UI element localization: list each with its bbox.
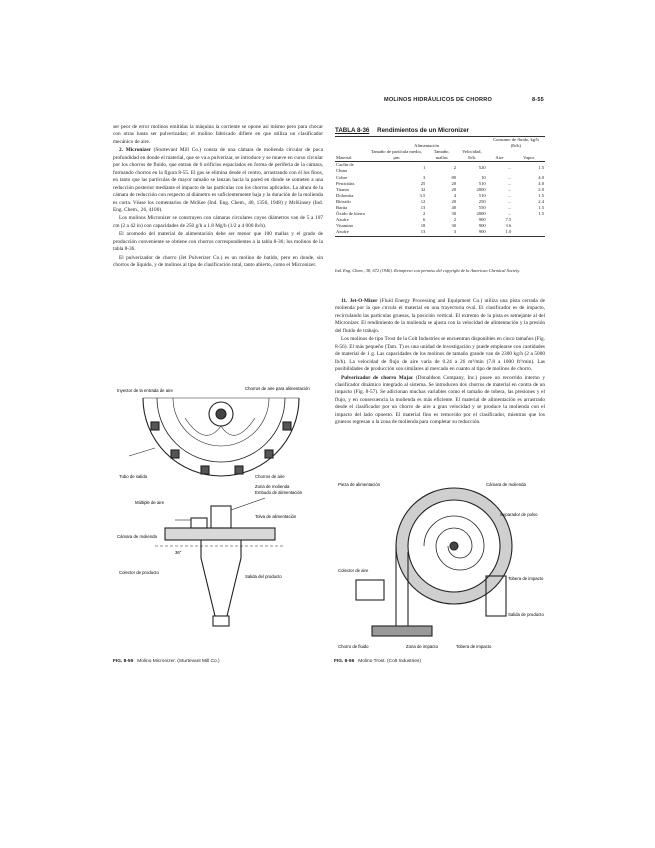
column-header: Tamaño de partícula medio, µm xyxy=(367,149,427,162)
label-feed-inlet: Inyector de la entrada de aire xyxy=(117,388,173,393)
table-cell: 3 xyxy=(423,174,426,180)
table-cell: Pesticidas xyxy=(336,180,355,186)
right-column xyxy=(335,298,545,428)
column-header: Material xyxy=(335,149,367,162)
label-jets: Chorros de aire xyxy=(255,474,285,479)
column-header: Tamaño, mallas xyxy=(426,149,457,162)
label-chamber: Cámara de molienda xyxy=(117,534,157,539)
table-cell: 2 xyxy=(453,165,457,171)
table-cell: 2000 xyxy=(476,211,486,217)
table-cell: 900 xyxy=(478,217,486,223)
table-cell: ... xyxy=(507,186,512,192)
figure-trost xyxy=(336,476,546,656)
table-cell: Óxido de hierro xyxy=(336,211,366,217)
table-cell: 1.5 xyxy=(538,192,544,198)
label-impact: Zona de impacto xyxy=(406,644,439,649)
paragraph: El pulverizador de chorro (Jet Pulverizer Co.) es un molino de batido, pero en donde, sin chorros de líquido, y de molinos al tipo de clasificación total, tanto abierto, como el Micronizer. xyxy=(113,254,323,269)
table-cell: 20 xyxy=(451,180,457,186)
running-header xyxy=(384,97,544,103)
table-cell: 4.0 xyxy=(538,174,544,180)
table-cell: 3.6 xyxy=(505,223,512,229)
table-cell: Vitamina xyxy=(336,223,353,229)
left-column xyxy=(113,124,323,271)
table-cell: Barita xyxy=(336,205,348,211)
table-cell: ... xyxy=(507,198,512,204)
table-cell: 3.5 xyxy=(419,192,426,198)
table-cell: 30 xyxy=(451,211,457,217)
table-cell: 4.0 xyxy=(538,180,544,186)
table-cell: 1.5 xyxy=(538,205,544,211)
table-cell: 1.0 xyxy=(505,229,512,235)
label-grinding-zone: Zona de molienda xyxy=(255,484,290,489)
label-collector: Colector de producto xyxy=(119,570,159,575)
label-nozzle: Tobera de impacto xyxy=(508,576,544,581)
table-cell: 2.0 xyxy=(538,186,544,192)
column-header: Aire xyxy=(487,149,513,162)
table-cell: ... xyxy=(507,205,512,211)
header-title: MOLINOS HIDRÁULICOS DE CHORRO xyxy=(384,97,493,103)
table-cell: 80 xyxy=(451,174,457,180)
data-table xyxy=(335,136,545,237)
table-cell: 900 xyxy=(478,229,486,235)
table-cell: 40 xyxy=(451,205,457,211)
paragraph: 2. Micronizer (Sturtevant Mill Co.) consta de una cámara de molienda circular de poca profundidad en donde el material, que se va a pulverizar, se introduce y se mueve en curso circular por los chorros de fluido, que entran de 6 orificios espaciados en forma de periferia de la cámara, formando chorros en la figura 8-55. El gas se elimina desde el centro, arrastrando con él los finos, en tanto que las partículas de mayor tamaño se lanzan hacia la pared en donde se someten a una reducción posterior mediante el impacto de las partículas con los chorros aplicados. La altura de la cámara de reducción con respecto al diámetro es suficientemente baja y la duración de la molienda es corta. Véase los comentarios de McKee (Ind. Eng. Chem., 40, 1356, 1948) y McKinsey (Ind. Eng. Chem., 26, 4100). xyxy=(113,147,323,213)
label-classifier: Separador de polvo xyxy=(500,512,538,517)
label-jet: Chorro de fluido xyxy=(338,644,369,649)
column-header: Velocidad, lb/h xyxy=(457,149,487,162)
table-cell: 13 xyxy=(420,205,426,211)
table-cell: 1.5 xyxy=(538,165,544,171)
paragraph: ser peor de error molinos emitidas la máquina la corriente se opone así mismo pero para chocar con otras hasta ser pulverizadas; el molino fabricado difiere en que utiliza un clasificador mecánico de aire. xyxy=(113,124,323,145)
table-cell: 12 xyxy=(420,198,426,204)
table-cell: ... xyxy=(507,180,512,186)
table-title: TABLA 8-36 Rendimientos de un Micronizer xyxy=(335,127,469,134)
table-cell: 4 xyxy=(453,192,457,198)
table-cell: Azufre xyxy=(336,217,349,223)
table-cell: 550 xyxy=(478,205,486,211)
page-number: 8-55 xyxy=(532,97,544,103)
table-cell: 520 xyxy=(478,165,486,171)
paragraph: 11. Jet-O-Mizer (Fluid Energy Processing and Equipment Co.) utiliza una pista cerrada de molienda por la que circula el material en una trayectoria oval. El clasificador es de impacto, recirculando las partículas gruesas, la posición vertical. El extremo de la pista es semejante al del Micronizer. El rendimiento de la molienda se ajusta con la velocidad de alimentación y la presión del fluido de trabajo. xyxy=(335,298,545,334)
table-cell xyxy=(512,229,545,235)
table-cell: ... xyxy=(507,211,512,217)
table-cell: 2 xyxy=(423,211,426,217)
label-feed-hopper: Tolva de alimentación xyxy=(255,514,297,519)
column-header: Vapor xyxy=(512,149,545,162)
table-cell: 2 xyxy=(453,217,457,223)
label-outlet-product: Salida del producto xyxy=(245,574,282,579)
table-row xyxy=(335,162,545,175)
group-header: Consumo de fluido, kg/h (lb/h) xyxy=(492,137,539,149)
table-cell: 510 xyxy=(478,192,486,198)
label-injection: Chorros de aire para alimentación xyxy=(245,386,310,391)
table-cell: Caolín de China xyxy=(336,162,354,174)
figure-caption-56: FIG. 8-56 Molino Trost. (Colt Industries) xyxy=(334,659,421,664)
table-cell: Bióxido xyxy=(336,198,351,204)
label-feed: Pieza de alimentación xyxy=(338,482,381,487)
table-row xyxy=(335,229,545,235)
paragraph: Los molinos de tipo Trost de la Colt Industries se encuentran disponibles en cinco tamaños (Fig. 8-56). El más pequeño (Tam. T) es una unidad de investigación y puede emplearse con cantidades de material de 1 g. Las capacidades de los molinos de tamaño grande van de 2300 kg/h (2 a 5000 lb/h). La velocidad de flujo de aire varía de 0.24 a 26 m³/min (7.8 a 1000 ft³/min). Las posibilidades de producción son similares al mercado en cuanto al tipo de molinos de chorro. xyxy=(335,336,545,373)
table-cell: 6 xyxy=(423,217,426,223)
paragraph: Pulverizador de chorro Majac (Donaldson Company, Inc.) posee un recorrido interno y clasificador dinámico integrado al sistema. Se introducen dos chorros de material en contra de un impacto (Fig. 8-57). Se adicionan muchas variables como el tamaño de tobera, las presiones y el flujo, y en consecuencia la molienda es más eficiente. El material de alimentación es arrastrado desde el clasificador por un chorro de aire a gran velocidad y se produce la molienda con el impacto del lado opuesto. El material fino es removido por el clasificador, mientras que los gruesos regresan a la zona de molienda para completar su reducción. xyxy=(335,374,545,426)
table-cell: 20 xyxy=(451,186,457,192)
figure-caption-55: FIG. 8-55 Molino Micronizer. (Sturtevant Mill Co.) xyxy=(113,659,220,664)
paragraph: El acomodo del material de alimentación debe ser menor que 100 mallas y el grado de producción conveniente se obtiene con chorros correspondientes a la tabla 8-36; los molinos de la tabla 8-36. xyxy=(113,231,323,253)
group-header: Alimentación xyxy=(414,143,440,149)
table-cell: Cobre xyxy=(336,174,348,180)
label-feed-funnel: Embudo de alimentación xyxy=(255,490,303,495)
table-cell: ... xyxy=(507,192,512,198)
table-cell: 2000 xyxy=(476,186,486,192)
table-cell: 250 xyxy=(478,198,486,204)
table-cell: 32 xyxy=(420,186,426,192)
table-cell: 13 xyxy=(420,229,426,235)
table-cell: 10 xyxy=(481,174,486,180)
table-cell: 510 xyxy=(478,180,486,186)
table-footnote: Ind. Eng. Chem., 38, 672 (1946). Reimpreso con permiso del copyright de la American Chemical Society. xyxy=(335,268,521,273)
label-grinding-chamber: Cámara de molienda xyxy=(486,482,526,487)
table-cell: 1.5 xyxy=(538,211,544,217)
table-cell: Titanio xyxy=(336,186,350,192)
table-cell: 30 xyxy=(451,223,457,229)
table-cell: 3 xyxy=(453,229,457,235)
table-cell: ... xyxy=(507,174,512,180)
label-target: Tobera de impacto xyxy=(456,644,492,649)
label-dimension: 36" xyxy=(175,550,182,555)
label-product: Salida de producto xyxy=(508,612,544,617)
label-manifold: Múltiple de aire xyxy=(135,500,165,505)
table-cell: 1 xyxy=(423,165,426,171)
table-cell: Dolomita xyxy=(336,192,354,198)
label-air-manifold: Colector de aire xyxy=(338,568,369,573)
paragraph: Los molinos Micronizer se construyen con cámaras circulares cuyos diámetros van de 5 a 107 cm (2 a 42 in) con capacidades de 250 g/h a 1.8 Mg/h (1/2 a 4 000 lb/h). xyxy=(113,215,323,229)
table-cell: 25 xyxy=(420,180,426,186)
table-cell: 900 xyxy=(478,223,486,229)
table-cell: 2.4 xyxy=(538,198,544,204)
table-cell: 20 xyxy=(451,198,457,204)
table-cell: 18 xyxy=(420,223,426,229)
figure-micronizer xyxy=(115,378,325,640)
table-cell: Azufre xyxy=(336,229,349,235)
table-cell: 7.5 xyxy=(505,217,512,223)
label-outlet-gas: Tubo de salida xyxy=(119,474,148,479)
table-cell: ... xyxy=(507,165,512,171)
